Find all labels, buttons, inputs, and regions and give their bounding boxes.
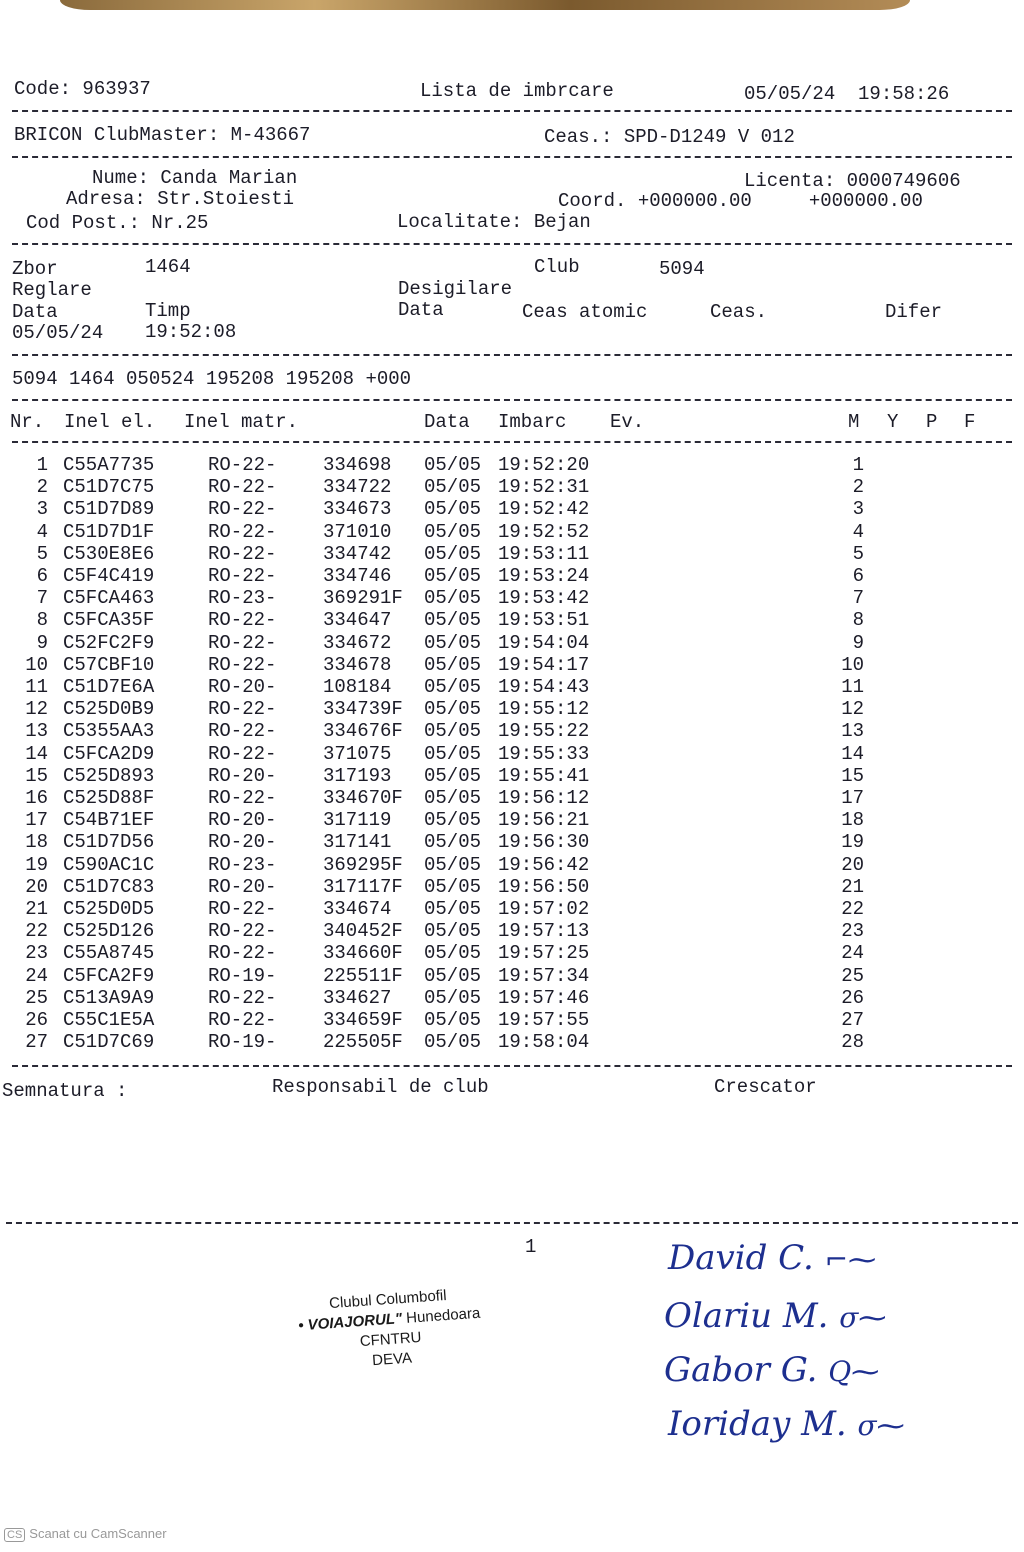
- cell-m: 28: [841, 1031, 864, 1054]
- col-ev: Ev.: [610, 411, 645, 433]
- stamp-line: Clubul Columbofil: [328, 1286, 448, 1313]
- cell-nr: 13: [25, 720, 48, 743]
- table-row: [0, 609, 1024, 631]
- cell-m: 7: [852, 587, 864, 610]
- cell-ro: RO-20-: [208, 676, 277, 698]
- cell-date: 05/05: [424, 964, 482, 987]
- cell-nr: 5: [36, 542, 48, 565]
- cell-nr: 6: [36, 565, 48, 587]
- watermark-text: Scanat cu CamScanner: [29, 1526, 167, 1541]
- cell-date: 05/05: [424, 609, 482, 632]
- document-title: Lista de imbrcare: [420, 80, 614, 102]
- divider: [12, 110, 1012, 112]
- club-value: 5094: [659, 258, 705, 280]
- cell-ro: RO-20-: [208, 809, 277, 832]
- cell-ro: RO-20-: [208, 875, 277, 898]
- cell-matr: 369295F: [323, 853, 403, 876]
- cell-inel: C57CBF10: [63, 653, 155, 676]
- cell-time: 19:56:50: [498, 875, 590, 898]
- date-label-2: Data: [398, 299, 444, 321]
- table-row: [0, 787, 1024, 809]
- summary-line: 5094 1464 050524 195208 195208 +000: [12, 368, 412, 390]
- table-row: [0, 743, 1024, 765]
- cell-inel: C51D7D1F: [63, 520, 155, 543]
- cell-matr: 334670F: [323, 787, 403, 809]
- cell-inel: C590AC1C: [63, 853, 155, 876]
- cell-ro: RO-22-: [208, 898, 277, 920]
- cell-nr: 12: [25, 698, 48, 721]
- cell-time: 19:57:34: [498, 964, 590, 987]
- table-row: [0, 720, 1024, 742]
- cell-date: 05/05: [424, 875, 482, 898]
- table-row: [0, 565, 1024, 587]
- cell-ro: RO-22-: [208, 542, 277, 565]
- table-row: [0, 809, 1024, 831]
- cell-ro: RO-23-: [208, 853, 277, 876]
- cell-matr: 334742: [323, 542, 392, 565]
- setting-date: 05/05/24: [12, 322, 104, 344]
- cell-inel: C55A7735: [63, 454, 155, 476]
- col-p: P: [926, 411, 938, 433]
- table-row: [0, 454, 1024, 476]
- cell-date: 05/05: [424, 676, 482, 698]
- divider: [12, 354, 1012, 356]
- club-master: BRICON ClubMaster: M-43667: [14, 124, 311, 146]
- cell-date: 05/05: [424, 476, 482, 499]
- divider: [6, 1222, 1018, 1224]
- cell-inel: C525D893: [63, 764, 155, 787]
- cell-date: 05/05: [424, 853, 482, 876]
- cell-inel: C5F4C419: [63, 565, 155, 587]
- difference-label: Difer: [885, 301, 943, 323]
- page-number: 1: [525, 1236, 537, 1258]
- cell-inel: C52FC2F9: [63, 631, 155, 654]
- cell-nr: 24: [25, 964, 48, 987]
- unsealing-label: Desigilare: [398, 278, 513, 300]
- cell-nr: 3: [36, 498, 48, 521]
- cell-matr: 334672: [323, 631, 392, 654]
- cell-inel: C51D7C69: [63, 1031, 155, 1054]
- cell-ro: RO-20-: [208, 831, 277, 854]
- cell-time: 19:53:42: [498, 587, 590, 610]
- date-label: Data: [12, 301, 58, 323]
- cell-time: 19:52:20: [498, 454, 590, 476]
- divider: [12, 441, 1012, 443]
- cell-m: 21: [841, 875, 864, 898]
- cell-matr: 371075: [323, 742, 392, 765]
- cell-ro: RO-22-: [208, 520, 277, 543]
- cell-nr: 23: [25, 942, 48, 965]
- cell-m: 2: [852, 476, 864, 499]
- breeder-label: Crescator: [714, 1076, 817, 1098]
- table-row: [0, 521, 1024, 543]
- scanner-watermark: [4, 1526, 167, 1542]
- cell-time: 19:57:02: [498, 898, 590, 920]
- cell-m: 10: [841, 653, 864, 676]
- cell-nr: 25: [25, 986, 48, 1009]
- cell-inel: C54B71EF: [63, 809, 155, 832]
- cell-m: 19: [841, 831, 864, 854]
- cell-matr: 334678: [323, 653, 392, 676]
- cell-matr: 225511F: [323, 964, 403, 987]
- stamp-line: CFNTRU: [359, 1328, 423, 1351]
- cell-time: 19:53:51: [498, 609, 590, 632]
- cell-nr: 9: [36, 631, 48, 654]
- table-header: [0, 411, 1024, 433]
- handwritten-signature: Ioriday M. σ⁓: [668, 1404, 905, 1444]
- cell-ro: RO-22-: [208, 698, 277, 721]
- cell-time: 19:52:42: [498, 498, 590, 521]
- cell-ro: RO-22-: [208, 653, 277, 676]
- table-row: [0, 632, 1024, 654]
- cell-matr: 334674: [323, 898, 392, 920]
- cell-m: 22: [841, 898, 864, 920]
- cell-inel: C51D7D89: [63, 498, 155, 521]
- cell-matr: 334627: [323, 986, 392, 1009]
- cell-inel: C5FCA35F: [63, 609, 155, 632]
- stamp-line: DEVA: [371, 1349, 413, 1370]
- table-row: [0, 942, 1024, 964]
- cell-date: 05/05: [424, 542, 482, 565]
- table-row: [0, 543, 1024, 565]
- cell-matr: 334659F: [323, 1009, 403, 1031]
- cell-date: 05/05: [424, 986, 482, 1009]
- table-row: [0, 765, 1024, 787]
- col-f: F: [964, 411, 976, 433]
- cell-date: 05/05: [424, 742, 482, 765]
- cell-date: 05/05: [424, 764, 482, 787]
- divider: [12, 156, 1012, 158]
- cell-matr: 334739F: [323, 698, 403, 721]
- coordinates: Coord. +000000.00 +000000.00: [558, 190, 923, 212]
- cell-date: 05/05: [424, 720, 482, 743]
- cell-matr: 108184: [323, 676, 392, 698]
- cell-inel: C525D0D5: [63, 898, 155, 920]
- cell-date: 05/05: [424, 1009, 482, 1031]
- cell-ro: RO-22-: [208, 454, 277, 476]
- cell-nr: 27: [25, 1031, 48, 1054]
- cell-ro: RO-22-: [208, 609, 277, 632]
- cell-time: 19:53:24: [498, 565, 590, 587]
- clock-id: Ceas.: SPD-D1249 V 012: [544, 126, 795, 148]
- col-y: Y: [887, 411, 899, 433]
- cell-time: 19:54:04: [498, 631, 590, 654]
- table-row: [0, 854, 1024, 876]
- table-row: [0, 654, 1024, 676]
- cell-ro: RO-22-: [208, 986, 277, 1009]
- cell-nr: 22: [25, 920, 48, 943]
- camscanner-logo-icon: CS: [4, 1528, 25, 1542]
- cell-m: 26: [841, 986, 864, 1009]
- cell-m: 27: [841, 1009, 864, 1031]
- stamp-line: • VOIAJORUL" Hunedoara: [297, 1304, 481, 1335]
- table-row: [0, 898, 1024, 920]
- table-row: [0, 920, 1024, 942]
- cell-date: 05/05: [424, 587, 482, 610]
- handwritten-signature: Gabor G. Q⁓: [664, 1350, 880, 1390]
- cell-time: 19:56:12: [498, 787, 590, 809]
- table-row: [0, 1031, 1024, 1053]
- cell-inel: C525D126: [63, 920, 155, 943]
- cell-nr: 21: [25, 898, 48, 920]
- table-row: [0, 498, 1024, 520]
- cell-date: 05/05: [424, 898, 482, 920]
- cell-nr: 26: [25, 1009, 48, 1031]
- cell-m: 20: [841, 853, 864, 876]
- col-imbarc: Imbarc: [498, 411, 567, 433]
- cell-inel: C51D7E6A: [63, 676, 155, 698]
- cell-matr: 334676F: [323, 720, 403, 743]
- cell-time: 19:55:12: [498, 698, 590, 721]
- cell-ro: RO-22-: [208, 942, 277, 965]
- table-row: [0, 876, 1024, 898]
- cell-ro: RO-22-: [208, 920, 277, 943]
- cell-m: 18: [841, 809, 864, 832]
- table-row: [0, 965, 1024, 987]
- cell-time: 19:55:22: [498, 720, 590, 743]
- cell-ro: RO-22-: [208, 720, 277, 743]
- cell-nr: 1: [36, 454, 48, 476]
- cell-nr: 14: [25, 742, 48, 765]
- cell-ro: RO-22-: [208, 565, 277, 587]
- photo-edge-strip: [60, 0, 910, 10]
- club-stamp: [263, 1281, 518, 1378]
- cell-matr: 334647: [323, 609, 392, 632]
- cell-matr: 317193: [323, 764, 392, 787]
- cell-date: 05/05: [424, 498, 482, 521]
- cell-m: 9: [852, 631, 864, 654]
- divider: [12, 243, 1012, 245]
- table-row: [0, 1009, 1024, 1031]
- cell-time: 19:57:46: [498, 986, 590, 1009]
- cell-m: 15: [841, 764, 864, 787]
- owner-name: Nume: Canda Marian: [92, 167, 298, 189]
- cell-nr: 2: [36, 476, 48, 499]
- cell-nr: 10: [25, 653, 48, 676]
- col-inel-el: Inel el.: [64, 411, 156, 433]
- cell-date: 05/05: [424, 1031, 482, 1054]
- cell-inel: C55C1E5A: [63, 1009, 155, 1031]
- cell-ro: RO-22-: [208, 1009, 277, 1031]
- cell-m: 25: [841, 964, 864, 987]
- cell-m: 1: [852, 454, 864, 476]
- cell-time: 19:56:30: [498, 831, 590, 854]
- club-responsible-label: Responsabil de club: [272, 1076, 489, 1098]
- cell-matr: 371010: [323, 520, 392, 543]
- locality: Localitate: Bejan: [397, 211, 591, 233]
- cell-date: 05/05: [424, 698, 482, 721]
- divider: [12, 1065, 1012, 1067]
- cell-time: 19:52:52: [498, 520, 590, 543]
- cell-nr: 16: [25, 787, 48, 809]
- cell-date: 05/05: [424, 809, 482, 832]
- cell-matr: 334698: [323, 454, 392, 476]
- cell-ro: RO-22-: [208, 787, 277, 809]
- cell-matr: 334673: [323, 498, 392, 521]
- cell-time: 19:56:21: [498, 809, 590, 832]
- cell-nr: 8: [36, 609, 48, 632]
- setting-time: 19:52:08: [145, 321, 237, 343]
- cell-time: 19:54:17: [498, 653, 590, 676]
- cell-m: 6: [852, 565, 864, 587]
- cell-time: 19:52:31: [498, 476, 590, 499]
- col-data: Data: [424, 411, 470, 433]
- col-nr: Nr.: [10, 411, 45, 433]
- cell-matr: 334660F: [323, 942, 403, 965]
- cell-nr: 19: [25, 853, 48, 876]
- cell-date: 05/05: [424, 454, 482, 476]
- cell-m: 23: [841, 920, 864, 943]
- owner-address: Adresa: Str.Stoiesti: [66, 188, 295, 210]
- handwritten-signature: Olariu M. σ⁓: [664, 1296, 887, 1336]
- cell-inel: C51D7C83: [63, 875, 155, 898]
- cell-time: 19:54:43: [498, 676, 590, 698]
- cell-inel: C525D88F: [63, 787, 155, 809]
- cell-inel: C5355AA3: [63, 720, 155, 743]
- cell-date: 05/05: [424, 565, 482, 587]
- cell-inel: C5FCA463: [63, 587, 155, 610]
- cell-inel: C525D0B9: [63, 698, 155, 721]
- cell-m: 14: [841, 742, 864, 765]
- flight-value: 1464: [145, 256, 191, 278]
- cell-nr: 17: [25, 809, 48, 832]
- cell-date: 05/05: [424, 831, 482, 854]
- cell-time: 19:57:13: [498, 920, 590, 943]
- cell-date: 05/05: [424, 942, 482, 965]
- table-row: [0, 831, 1024, 853]
- cell-date: 05/05: [424, 653, 482, 676]
- club-label: Club: [534, 256, 580, 278]
- cell-date: 05/05: [424, 631, 482, 654]
- cell-time: 19:53:11: [498, 542, 590, 565]
- table-row: [0, 987, 1024, 1009]
- cell-inel: C55A8745: [63, 942, 155, 965]
- cell-nr: 4: [36, 520, 48, 543]
- cell-inel: C51D7C75: [63, 476, 155, 499]
- cell-nr: 20: [25, 875, 48, 898]
- divider: [12, 399, 1012, 401]
- cell-ro: RO-20-: [208, 764, 277, 787]
- cell-m: 24: [841, 942, 864, 965]
- cell-ro: RO-19-: [208, 1031, 277, 1054]
- cell-matr: 317119: [323, 809, 392, 832]
- cell-matr: 317117F: [323, 875, 403, 898]
- cell-nr: 15: [25, 764, 48, 787]
- cell-matr: 317141: [323, 831, 392, 854]
- cell-time: 19:55:33: [498, 742, 590, 765]
- cell-date: 05/05: [424, 787, 482, 809]
- cell-time: 19:58:04: [498, 1031, 590, 1054]
- setting-label: Reglare: [12, 279, 92, 301]
- cell-date: 05/05: [424, 520, 482, 543]
- table-row: [0, 587, 1024, 609]
- postal-code: Cod Post.: Nr.25: [26, 212, 209, 234]
- cell-ro: RO-22-: [208, 742, 277, 765]
- cell-matr: 334722: [323, 476, 392, 499]
- cell-matr: 340452F: [323, 920, 403, 943]
- cell-nr: 18: [25, 831, 48, 854]
- cell-inel: C5FCA2F9: [63, 964, 155, 987]
- cell-date: 05/05: [424, 920, 482, 943]
- cell-time: 19:55:41: [498, 764, 590, 787]
- cell-ro: RO-22-: [208, 498, 277, 521]
- cell-matr: 225505F: [323, 1031, 403, 1054]
- cell-time: 19:57:25: [498, 942, 590, 965]
- cell-time: 19:57:55: [498, 1009, 590, 1031]
- cell-nr: 11: [25, 676, 48, 698]
- table-row: [0, 698, 1024, 720]
- cell-ro: RO-19-: [208, 964, 277, 987]
- signature-label: Semnatura :: [2, 1080, 128, 1102]
- cell-m: 8: [852, 609, 864, 632]
- cell-ro: RO-22-: [208, 631, 277, 654]
- cell-m: 5: [852, 542, 864, 565]
- cell-inel: C530E8E6: [63, 542, 155, 565]
- cell-time: 19:56:42: [498, 853, 590, 876]
- cell-ro: RO-23-: [208, 587, 277, 610]
- cell-inel: C513A9A9: [63, 986, 155, 1009]
- print-datetime: 05/05/24 19:58:26: [744, 83, 950, 105]
- atomic-clock-label: Ceas atomic: [522, 301, 648, 323]
- license-number: Licenta: 0000749606: [744, 170, 961, 192]
- cell-m: 13: [841, 720, 864, 743]
- cell-nr: 7: [36, 587, 48, 610]
- cell-matr: 334746: [323, 565, 392, 587]
- cell-m: 12: [841, 698, 864, 721]
- cell-m: 3: [852, 498, 864, 521]
- clock-label: Ceas.: [710, 301, 768, 323]
- cell-inel: C51D7D56: [63, 831, 155, 854]
- cell-inel: C5FCA2D9: [63, 742, 155, 765]
- cell-m: 17: [841, 787, 864, 809]
- code-label: Code: 963937: [14, 78, 151, 100]
- cell-m: 11: [841, 676, 864, 698]
- cell-m: 4: [852, 520, 864, 543]
- flight-label: Zbor: [12, 258, 58, 280]
- handwritten-signature: David C. ⌐⁓: [668, 1238, 877, 1278]
- col-inel-matr: Inel matr.: [184, 411, 299, 433]
- cell-matr: 369291F: [323, 587, 403, 610]
- time-label: Timp: [145, 300, 191, 322]
- table-row: [0, 676, 1024, 698]
- cell-ro: RO-22-: [208, 476, 277, 499]
- table-row: [0, 476, 1024, 498]
- col-m: M: [848, 411, 860, 433]
